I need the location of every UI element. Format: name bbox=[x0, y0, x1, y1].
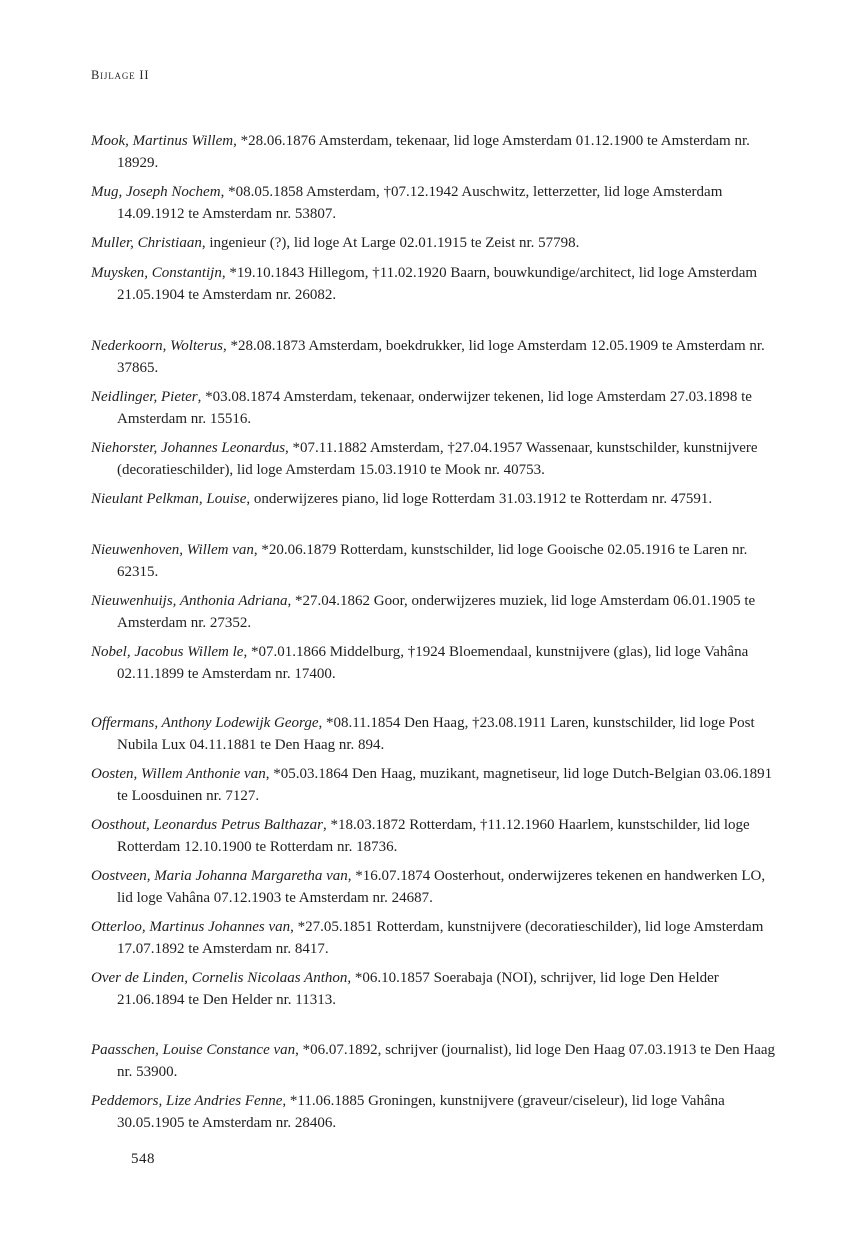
entry-muller: Muller, Christiaan, ingenieur (?), lid loge At Large 02.01.1915 te Zeist nr. 57798. bbox=[91, 235, 580, 251]
running-header: Bijlage II bbox=[91, 68, 150, 82]
entry-neidlinger: Neidlinger, Pieter, *03.08.1874 Amsterdam, tekenaar, onderwijzer tekenen, lid loge Amsterdam 27.03.1898 te Amsterdam nr. 15516. bbox=[91, 389, 752, 427]
entry-oosthout: Oosthout, Leonardus Petrus Balthazar, *18.03.1872 Rotterdam, †11.12.1960 Haarlem, kunstschilder, lid loge Rotterdam 12.10.1900 te Rotterdam nr. 18736. bbox=[91, 817, 750, 855]
entry-nobel: Nobel, Jacobus Willem le, *07.01.1866 Middelburg, †1924 Bloemendaal, kunstnijvere (glas), lid loge Vahâna 02.11.1899 te Amsterdam nr. 17400. bbox=[91, 644, 749, 682]
entry-nederkoorn: Nederkoorn, Wolterus, *28.08.1873 Amsterdam, boekdrukker, lid loge Amsterdam 12.05.1909 te Amsterdam nr. 37865. bbox=[91, 338, 765, 376]
entry-offermans: Offermans, Anthony Lodewijk George, *08.11.1854 Den Haag, †23.08.1911 Laren, kunstschilder, lid loge Post Nubila Lux 04.11.1881 te Den Haag nr. 894. bbox=[91, 715, 755, 753]
entry-oostveen: Oostveen, Maria Johanna Margaretha van, *16.07.1874 Oosterhout, onderwijzeres tekenen en handwerken LO, lid loge Vahâna 07.12.1903 te Amsterdam nr. 24687. bbox=[91, 868, 766, 906]
entry-niehorster: Niehorster, Johannes Leonardus, *07.11.1882 Amsterdam, †27.04.1957 Wassenaar, kunstschilder, kunstnijvere (decoratieschilder), lid loge Amsterdam 15.03.1910 te Mook nr. 40753. bbox=[91, 440, 758, 478]
entry-over-de-linden: Over de Linden, Cornelis Nicolaas Anthon, *06.10.1857 Soerabaja (NOI), schrijver, lid loge Den Helder 21.06.1894 te Den Helder nr. 11313. bbox=[91, 970, 719, 1008]
entry-nieuwenhuijs: Nieuwenhuijs, Anthonia Adriana, *27.04.1862 Goor, onderwijzeres muziek, lid loge Amsterdam 06.01.1905 te Amsterdam nr. 27352. bbox=[91, 593, 756, 631]
entry-nieulant-pelkman: Nieulant Pelkman, Louise, onderwijzeres piano, lid loge Rotterdam 31.03.1912 te Rotterdam nr. 47591. bbox=[91, 491, 713, 507]
page-number: 548 bbox=[131, 1151, 155, 1167]
entry-mug: Mug, Joseph Nochem, *08.05.1858 Amsterdam, †07.12.1942 Auschwitz, letterzetter, lid loge Amsterdam 14.09.1912 te Amsterdam nr. 53807. bbox=[91, 184, 723, 222]
entry-oosten: Oosten, Willem Anthonie van, *05.03.1864 Den Haag, muzikant, magnetiseur, lid loge Dutch-Belgian 03.06.1891 te Loosduinen nr. 7127. bbox=[91, 766, 773, 804]
entry-paasschen: Paasschen, Louise Constance van, *06.07.1892, schrijver (journalist), lid loge Den Haag 07.03.1913 te Den Haag nr. 53900. bbox=[91, 1042, 776, 1080]
entry-otterloo: Otterloo, Martinus Johannes van, *27.05.1851 Rotterdam, kunstnijvere (decoratieschilder), lid loge Amsterdam 17.07.1892 te Amsterdam nr. 8417. bbox=[91, 919, 764, 957]
entry-muysken: Muysken, Constantijn, *19.10.1843 Hillegom, †11.02.1920 Baarn, bouwkundige/architect, lid loge Amsterdam 21.05.1904 te Amsterdam nr. 26082. bbox=[91, 265, 758, 303]
entry-mook: Mook, Martinus Willem, *28.06.1876 Amsterdam, tekenaar, lid loge Amsterdam 01.12.1900 te Amsterdam nr. 18929. bbox=[91, 133, 750, 171]
entry-nieuwenhoven: Nieuwenhoven, Willem van, *20.06.1879 Rotterdam, kunstschilder, lid loge Gooische 02.05.1916 te Laren nr. 62315. bbox=[91, 542, 748, 580]
entry-peddemors: Peddemors, Lize Andries Fenne, *11.06.1885 Groningen, kunstnijvere (graveur/ciseleur), lid loge Vahâna 30.05.1905 te Amsterdam nr. 28406. bbox=[91, 1093, 725, 1131]
